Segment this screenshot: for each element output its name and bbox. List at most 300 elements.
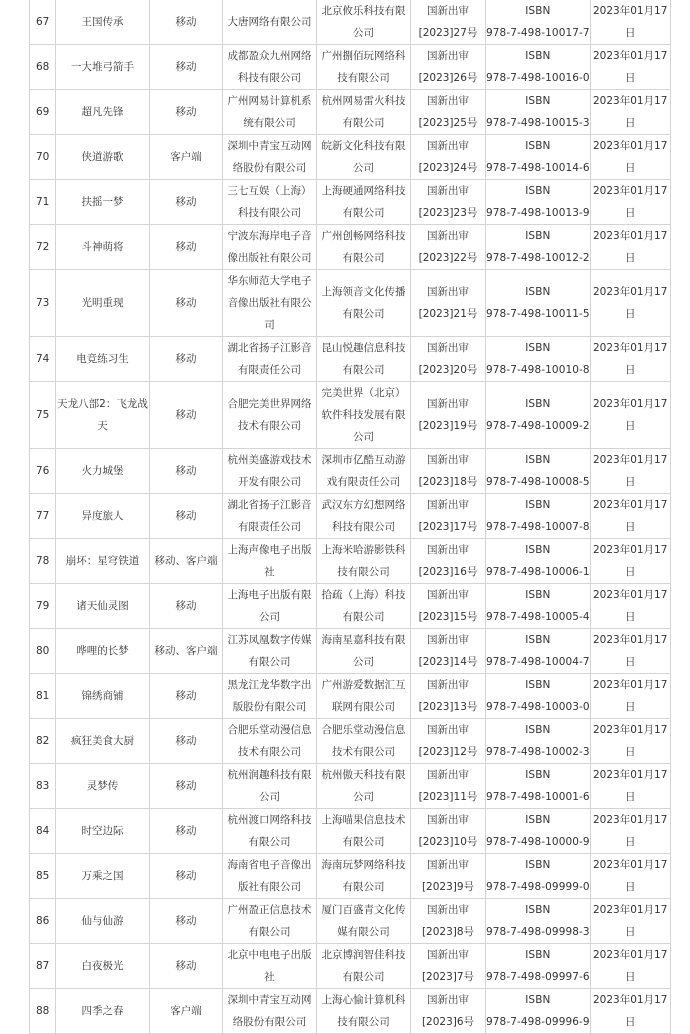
- platform: [150, 0, 223, 45]
- operator: [317, 90, 411, 135]
- isbn-number: 978-7-498-10011-5: [486, 308, 590, 320]
- date-text: 2023年01月17: [592, 544, 668, 556]
- operator-text: 广州游爱数据汇互联网有限公司: [321, 679, 406, 713]
- row-number-text: 68: [36, 61, 50, 73]
- publisher: [223, 629, 317, 674]
- date-day-suffix: 日: [624, 701, 636, 713]
- isbn: [486, 584, 591, 629]
- isbn-label: ISBN: [525, 904, 551, 916]
- operator-text: 北京攸乐科技有限公司: [321, 5, 406, 39]
- game-name-text: 超凡先锋: [81, 106, 124, 118]
- isbn-number: 978-7-498-10016-0: [486, 72, 590, 84]
- publisher-text: 黑龙江龙华数字出版股份有限公司: [227, 679, 312, 713]
- approval-prefix: 国新出审: [427, 95, 469, 107]
- approval-code: [2023]14号: [418, 656, 478, 668]
- date-text: 2023年01月17: [592, 949, 668, 961]
- game-name: [56, 989, 150, 1034]
- platform: [150, 854, 223, 899]
- platform-text: 移动: [175, 510, 197, 522]
- date-text: 2023年01月17: [592, 50, 668, 62]
- isbn: [486, 337, 591, 382]
- isbn-number: 978-7-498-10003-0: [486, 701, 590, 713]
- row-number: [30, 382, 56, 449]
- operator: [317, 719, 411, 764]
- platform: [150, 539, 223, 584]
- date-text: 2023年01月17: [592, 342, 668, 354]
- approval-code: [2023]20号: [418, 364, 478, 376]
- operator-text: 广州创畅网络科技有限公司: [321, 230, 406, 264]
- operator: [317, 449, 411, 494]
- date-text: 2023年01月17: [592, 994, 668, 1006]
- operator-text: 皖新文化科技有限公司: [321, 140, 406, 174]
- table-row: [30, 45, 671, 90]
- approval-code: [2023]19号: [418, 420, 478, 432]
- table-row: [30, 0, 671, 45]
- approval-number: [411, 764, 486, 809]
- table-row: [30, 382, 671, 449]
- date-day-suffix: 日: [624, 308, 636, 320]
- isbn-label: ISBN: [525, 185, 551, 197]
- date-text: 2023年01月17: [592, 286, 668, 298]
- approval-date: [590, 449, 670, 494]
- operator: [317, 135, 411, 180]
- approval-prefix: 国新出审: [427, 185, 469, 197]
- approval-code: [2023]9号: [421, 881, 475, 893]
- publisher: [223, 719, 317, 764]
- row-number: [30, 135, 56, 180]
- row-number-text: 86: [36, 915, 50, 927]
- approval-date: [590, 854, 670, 899]
- publisher-text: 深圳中青宝互动网络股份有限公司: [227, 140, 312, 174]
- approval-number: [411, 719, 486, 764]
- table-row: [30, 539, 671, 584]
- approval-number: [411, 629, 486, 674]
- operator: [317, 382, 411, 449]
- row-number-text: 79: [36, 600, 50, 612]
- date-text: 2023年01月17: [592, 499, 668, 511]
- row-number: [30, 809, 56, 854]
- game-name: [56, 135, 150, 180]
- isbn: [486, 382, 591, 449]
- platform: [150, 764, 223, 809]
- platform-text: 移动: [175, 600, 197, 612]
- approval-code: [2023]11号: [418, 791, 478, 803]
- approval-prefix: 国新出审: [427, 454, 469, 466]
- game-name-text: 崩坏：星穹铁道: [65, 555, 140, 567]
- platform: [150, 337, 223, 382]
- isbn-number: 978-7-498-10006-1: [486, 566, 590, 578]
- approval-number: [411, 989, 486, 1034]
- date-text: 2023年01月17: [592, 398, 668, 410]
- date-day-suffix: 日: [624, 521, 636, 533]
- row-number: [30, 944, 56, 989]
- publisher: [223, 449, 317, 494]
- isbn-number: 978-7-498-09998-3: [486, 926, 590, 938]
- operator-text: 上海喵果信息技术有限公司: [321, 814, 406, 848]
- isbn-number: 978-7-498-10015-3: [486, 117, 590, 129]
- game-name-text: 疯狂美食大厨: [71, 735, 134, 747]
- platform: [150, 899, 223, 944]
- row-number: [30, 674, 56, 719]
- isbn-label: ISBN: [525, 634, 551, 646]
- approval-date: [590, 989, 670, 1034]
- game-name: [56, 854, 150, 899]
- game-name-text: 扶摇一梦: [81, 196, 124, 208]
- platform: [150, 90, 223, 135]
- table-row: [30, 449, 671, 494]
- isbn: [486, 764, 591, 809]
- date-text: 2023年01月17: [592, 904, 668, 916]
- date-day-suffix: 日: [624, 420, 636, 432]
- date-day-suffix: 日: [624, 252, 636, 264]
- isbn-number: 978-7-498-10002-3: [486, 746, 590, 758]
- date-day-suffix: 日: [624, 1016, 636, 1028]
- isbn-number: 978-7-498-09996-9: [486, 1016, 590, 1028]
- publisher-text: 湖北省扬子江影音有限责任公司: [227, 499, 312, 533]
- date-text: 2023年01月17: [592, 679, 668, 691]
- operator-text: 武汉东方幻想网络科技有限公司: [321, 499, 406, 533]
- date-day-suffix: 日: [624, 791, 636, 803]
- row-number-text: 77: [36, 510, 50, 522]
- approval-number: [411, 135, 486, 180]
- publisher: [223, 382, 317, 449]
- platform-text: 移动: [175, 297, 197, 309]
- isbn: [486, 944, 591, 989]
- game-name: [56, 764, 150, 809]
- platform-text: 移动: [175, 196, 197, 208]
- publisher-text: 成都盈众九州网络科技有限公司: [227, 50, 312, 84]
- operator: [317, 270, 411, 337]
- table-row: [30, 135, 671, 180]
- approval-number: [411, 674, 486, 719]
- platform: [150, 809, 223, 854]
- row-number-text: 69: [36, 106, 50, 118]
- game-name-text: 火力城堡: [81, 465, 124, 477]
- isbn: [486, 539, 591, 584]
- isbn-number: 978-7-498-10012-2: [486, 252, 590, 264]
- approval-number: [411, 180, 486, 225]
- row-number-text: 85: [36, 870, 50, 882]
- operator-text: 上海心愉计算机科技有限公司: [321, 994, 406, 1028]
- approval-date: [590, 180, 670, 225]
- date-day-suffix: 日: [624, 207, 636, 219]
- game-name-text: 天龙八部2：飞龙战天: [57, 398, 148, 432]
- platform: [150, 180, 223, 225]
- row-number: [30, 764, 56, 809]
- approval-prefix: 国新出审: [427, 994, 469, 1006]
- row-number: [30, 0, 56, 45]
- game-name: [56, 225, 150, 270]
- operator-text: 深圳市亿酷互动游戏有限责任公司: [321, 454, 406, 488]
- game-approval-table: [29, 0, 671, 1034]
- row-number: [30, 989, 56, 1034]
- date-text: 2023年01月17: [592, 769, 668, 781]
- approval-number: [411, 90, 486, 135]
- operator: [317, 180, 411, 225]
- table-row: [30, 989, 671, 1034]
- isbn: [486, 0, 591, 45]
- approval-number: [411, 584, 486, 629]
- approval-date: [590, 270, 670, 337]
- publisher-text: 广州盈正信息技术有限公司: [227, 904, 312, 938]
- approval-date: [590, 674, 670, 719]
- isbn-number: 978-7-498-10013-9: [486, 207, 590, 219]
- table-row: [30, 270, 671, 337]
- isbn-label: ISBN: [525, 589, 551, 601]
- date-day-suffix: 日: [624, 364, 636, 376]
- operator-text: 杭州网易雷火科技有限公司: [321, 95, 406, 129]
- game-name: [56, 337, 150, 382]
- game-name: [56, 719, 150, 764]
- publisher-text: 北京中电电子出版社: [227, 949, 312, 983]
- row-number-text: 84: [36, 825, 50, 837]
- operator-text: 上海硬通网络科技有限公司: [321, 185, 406, 219]
- approval-code: [2023]8号: [421, 926, 475, 938]
- isbn: [486, 90, 591, 135]
- platform-text: 移动: [175, 735, 197, 747]
- game-name: [56, 494, 150, 539]
- publisher: [223, 899, 317, 944]
- operator: [317, 337, 411, 382]
- isbn: [486, 854, 591, 899]
- approval-date: [590, 225, 670, 270]
- row-number-text: 67: [36, 16, 50, 28]
- publisher: [223, 225, 317, 270]
- approval-number: [411, 382, 486, 449]
- approval-code: [2023]25号: [418, 117, 478, 129]
- approval-code: [2023]26号: [418, 72, 478, 84]
- platform: [150, 225, 223, 270]
- approval-date: [590, 764, 670, 809]
- platform-text: 移动: [175, 409, 197, 421]
- platform-text: 移动: [175, 16, 197, 28]
- isbn-label: ISBN: [525, 544, 551, 556]
- date-day-suffix: 日: [624, 611, 636, 623]
- date-day-suffix: 日: [624, 72, 636, 84]
- approval-prefix: 国新出审: [427, 634, 469, 646]
- operator: [317, 809, 411, 854]
- row-number: [30, 494, 56, 539]
- date-text: 2023年01月17: [592, 140, 668, 152]
- approval-prefix: 国新出审: [427, 50, 469, 62]
- approval-code: [2023]23号: [418, 207, 478, 219]
- table-row: [30, 225, 671, 270]
- game-name-text: 异度旅人: [81, 510, 124, 522]
- row-number-text: 75: [36, 409, 50, 421]
- publisher-text: 广州网易计算机系统有限公司: [227, 95, 312, 129]
- approval-prefix: 国新出审: [427, 230, 469, 242]
- publisher: [223, 584, 317, 629]
- isbn-label: ISBN: [525, 95, 551, 107]
- game-name: [56, 90, 150, 135]
- approval-number: [411, 899, 486, 944]
- isbn: [486, 180, 591, 225]
- game-name: [56, 809, 150, 854]
- approval-prefix: 国新出审: [427, 724, 469, 736]
- platform-text: 移动: [175, 353, 197, 365]
- approval-date: [590, 0, 670, 45]
- isbn-number: 978-7-498-10007-8: [486, 521, 590, 533]
- approval-number: [411, 854, 486, 899]
- publisher-text: 上海声像电子出版社: [227, 544, 312, 578]
- table-row: [30, 629, 671, 674]
- row-number-text: 78: [36, 555, 50, 567]
- isbn-label: ISBN: [525, 679, 551, 691]
- publisher: [223, 539, 317, 584]
- row-number: [30, 449, 56, 494]
- row-number-text: 87: [36, 960, 50, 972]
- isbn-number: 978-7-498-10009-2: [486, 420, 590, 432]
- date-text: 2023年01月17: [592, 814, 668, 826]
- approval-number: [411, 449, 486, 494]
- operator: [317, 225, 411, 270]
- date-text: 2023年01月17: [592, 5, 668, 17]
- row-number: [30, 584, 56, 629]
- platform: [150, 584, 223, 629]
- isbn-label: ISBN: [525, 50, 551, 62]
- isbn-label: ISBN: [525, 140, 551, 152]
- operator-text: 广州捌佰玩网络科技有限公司: [321, 50, 406, 84]
- publisher: [223, 0, 317, 45]
- approval-date: [590, 719, 670, 764]
- game-name-text: 锦绣商铺: [81, 690, 124, 702]
- approval-code: [2023]21号: [418, 308, 478, 320]
- row-number: [30, 337, 56, 382]
- approval-prefix: 国新出审: [427, 949, 469, 961]
- approval-code: [2023]6号: [421, 1016, 475, 1028]
- isbn: [486, 674, 591, 719]
- row-number-text: 82: [36, 735, 50, 747]
- isbn: [486, 989, 591, 1034]
- platform: [150, 944, 223, 989]
- approval-date: [590, 494, 670, 539]
- platform-text: 移动: [175, 915, 197, 927]
- isbn-label: ISBN: [525, 5, 551, 17]
- publisher-text: 杭州渡口网络科技有限公司: [227, 814, 312, 848]
- publisher-text: 杭州美盛游戏技术开发有限公司: [227, 454, 312, 488]
- isbn: [486, 899, 591, 944]
- approval-date: [590, 944, 670, 989]
- date-text: 2023年01月17: [592, 724, 668, 736]
- approval-prefix: 国新出审: [427, 544, 469, 556]
- approval-code: [2023]17号: [418, 521, 478, 533]
- game-name: [56, 45, 150, 90]
- table-row: [30, 944, 671, 989]
- operator: [317, 45, 411, 90]
- row-number: [30, 90, 56, 135]
- game-name-text: 一大堆弓箭手: [71, 61, 134, 73]
- publisher-text: 杭州润趣科技有限公司: [227, 769, 312, 803]
- operator-text: 拾疏（上海）科技有限公司: [321, 589, 406, 623]
- game-name: [56, 382, 150, 449]
- operator: [317, 899, 411, 944]
- game-name: [56, 0, 150, 45]
- date-text: 2023年01月17: [592, 634, 668, 646]
- publisher: [223, 764, 317, 809]
- approval-prefix: 国新出审: [427, 140, 469, 152]
- operator: [317, 539, 411, 584]
- operator-text: 厦门百盛青文化传媒有限公司: [321, 904, 406, 938]
- isbn: [486, 135, 591, 180]
- approval-code: [2023]13号: [418, 701, 478, 713]
- approval-code: [2023]16号: [418, 566, 478, 578]
- publisher: [223, 270, 317, 337]
- table-row: [30, 584, 671, 629]
- publisher: [223, 989, 317, 1034]
- row-number-text: 72: [36, 241, 50, 253]
- row-number: [30, 270, 56, 337]
- publisher: [223, 180, 317, 225]
- platform-text: 客户端: [170, 151, 202, 163]
- date-day-suffix: 日: [624, 746, 636, 758]
- approval-date: [590, 45, 670, 90]
- approval-prefix: 国新出审: [427, 769, 469, 781]
- row-number: [30, 854, 56, 899]
- operator: [317, 494, 411, 539]
- publisher-text: 海南省电子音像出版社有限公司: [227, 859, 312, 893]
- isbn-number: 978-7-498-10005-4: [486, 611, 590, 623]
- isbn-number: 978-7-498-10001-6: [486, 791, 590, 803]
- isbn: [486, 629, 591, 674]
- table-row: [30, 180, 671, 225]
- isbn-number: 978-7-498-10010-8: [486, 364, 590, 376]
- game-name-text: 万乘之国: [81, 870, 124, 882]
- row-number-text: 76: [36, 465, 50, 477]
- isbn-label: ISBN: [525, 724, 551, 736]
- row-number: [30, 180, 56, 225]
- game-name-text: 时空边际: [81, 825, 124, 837]
- approval-code: [2023]24号: [418, 162, 478, 174]
- isbn-label: ISBN: [525, 994, 551, 1006]
- date-text: 2023年01月17: [592, 230, 668, 242]
- approval-number: [411, 270, 486, 337]
- isbn-number: 978-7-498-10000-9: [486, 836, 590, 848]
- game-name: [56, 539, 150, 584]
- isbn: [486, 809, 591, 854]
- table-row: [30, 674, 671, 719]
- approval-date: [590, 382, 670, 449]
- publisher-text: 宁波东海岸电子音像出版社有限公司: [227, 230, 312, 264]
- publisher-text: 华东师范大学电子音像出版社有限公司: [227, 275, 312, 331]
- approval-code: [2023]15号: [418, 611, 478, 623]
- platform: [150, 45, 223, 90]
- row-number: [30, 539, 56, 584]
- publisher-text: 大唐网络有限公司: [227, 16, 312, 28]
- game-name: [56, 180, 150, 225]
- row-number-text: 71: [36, 196, 50, 208]
- date-text: 2023年01月17: [592, 859, 668, 871]
- approval-code: [2023]7号: [421, 971, 475, 983]
- approval-date: [590, 135, 670, 180]
- platform: [150, 382, 223, 449]
- date-day-suffix: 日: [624, 27, 636, 39]
- operator: [317, 674, 411, 719]
- platform-text: 移动、客户端: [154, 645, 218, 657]
- game-name-text: 斗神萌将: [81, 241, 124, 253]
- operator-text: 北京博润智佳科技有限公司: [321, 949, 406, 983]
- platform-text: 移动: [175, 870, 197, 882]
- game-name: [56, 944, 150, 989]
- operator: [317, 854, 411, 899]
- approval-code: [2023]10号: [418, 836, 478, 848]
- publisher-text: 上海电子出版有限公司: [227, 589, 312, 623]
- table-row: [30, 764, 671, 809]
- isbn-number: 978-7-498-10008-5: [486, 476, 590, 488]
- approval-date: [590, 899, 670, 944]
- table-row: [30, 899, 671, 944]
- game-name: [56, 674, 150, 719]
- publisher: [223, 135, 317, 180]
